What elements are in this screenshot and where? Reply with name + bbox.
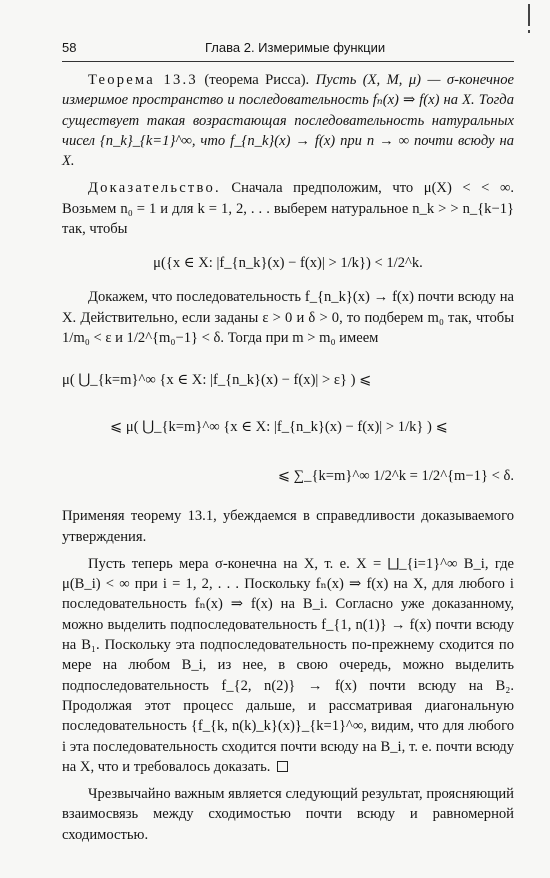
margin-mark: [528, 4, 530, 26]
formula-line-2: ⩽ μ( ⋃_{k=m}^∞ {x ∈ X: |f_{n_k}(x) − f(x)| > 1/k} ) ⩽: [110, 419, 448, 436]
theorem-name: (теорема Рисса).: [204, 72, 310, 88]
proof-paragraph-4: [62, 554, 514, 777]
page-body: [62, 70, 514, 845]
page-number: 58: [62, 40, 77, 55]
proof-paragraph-1: [62, 178, 514, 239]
formula-line-1: μ( ⋃_{k=m}^∞ {x ∈ X: |f_{n_k}(x) − f(x)| > ε} ) ⩽: [62, 372, 372, 389]
closing-paragraph: Чрезвычайно важным является следующий результат, проясняющий взаимосвязь между сходимостью почти всюду и равномерной сходимостью.: [62, 786, 514, 843]
running-header: [62, 40, 514, 58]
margin-mark-dot: [528, 30, 530, 33]
formula-measure-bound: μ({x ∈ X: |f_{n_k}(x) − f(x)| > 1/k}) < 1/2^k.: [153, 255, 423, 272]
proof-paragraph-3: Применяя теорему 13.1, убеждаемся в справедливости доказываемого утверждения.: [62, 508, 514, 545]
proof-label: Доказательство.: [88, 180, 221, 197]
theorem-statement: Пусть (X, M, μ) — σ-конечное измеримое пространство и последовательность fₙ(x) ⇒ f(x) на X. Тогда существует такая возрастающая последовательность натуральных чисел {n_k}_{k=1}^∞, что f_{n_k}(x) → f(x) при n → ∞ почти всюду на X.: [62, 72, 515, 170]
proof-text-1: Сначала предположим, что μ(X) < < ∞. Возьмем n₀ = 1 и для k = 1, 2, . . . выберем натуральное n_k > > n_{k−1} так, чтобы: [62, 180, 514, 238]
proof-text-4: Пусть теперь мера σ-конечна на X, т. е. X = ⨆_{i=1}^∞ B_i, где μ(B_i) < ∞ при i = 1, 2, . . . Поскольку fₙ(x) ⇒ f(x) на X, для любого i последовательность fₙ(x) ⇒ f(x) на B_i. Согласно уже доказанному, можно выделить подпоследовательность f_{1, n(1)} → f(x) почти всюду на B₁. Поскольку эта подпоследовательность по-прежнему сходится по мере на любом B_i, из нее, в свою очередь, можно выделить подпоследовательность f_{2, n(2)} → f(x) почти всюду на B₂. Продолжая этот процесс дальше, и рассматривая диагональную последовательность {f_{k, n(k)_k}(x)}_{k=1}^∞, видим, что для любого i эта последовательность сходится почти всюду на B_i, т. е. почти всюду на X, что и требовалось доказать.: [62, 555, 514, 775]
formula-union-chain: [62, 358, 514, 500]
proof-paragraph-2: Докажем, что последовательность f_{n_k}(x) → f(x) почти всюду на X. Действительно, если заданы ε > 0 и δ > 0, то подберем m₀ так, чтобы 1/m₀ < ε и 1/2^{m₀−1} < δ. Тогда при m > m₀ имеем: [62, 289, 514, 346]
chapter-title: Глава 2. Измеримые функции: [205, 40, 386, 55]
theorem-paragraph: [62, 70, 514, 171]
theorem-label: Теорема 13.3: [88, 72, 198, 88]
qed-square-icon: [277, 761, 288, 772]
formula-line-3: ⩽ ∑_{k=m}^∞ 1/2^k = 1/2^{m−1} < δ.: [277, 468, 514, 485]
header-rule: [62, 61, 514, 62]
